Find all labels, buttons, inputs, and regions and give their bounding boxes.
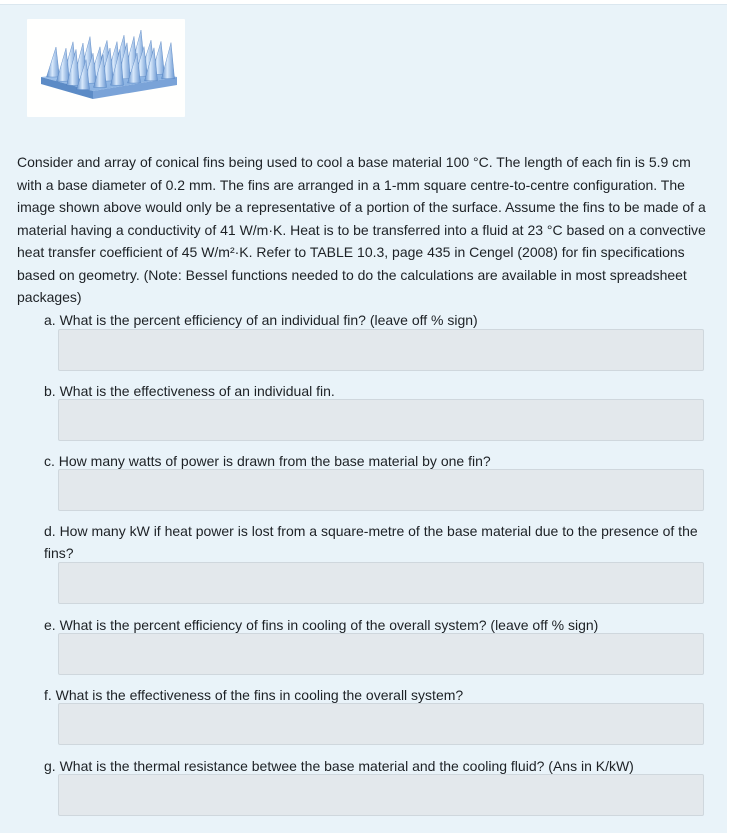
part-d-label: d. How many kW if heat power is lost from a square-metre of the base material due to the presence of the fins? xyxy=(44,523,698,561)
part-d-answer-input[interactable] xyxy=(58,562,704,604)
conical-fin xyxy=(57,48,70,81)
conical-fin xyxy=(162,43,175,79)
fin-array-illustration xyxy=(27,19,185,117)
part-c-answer-input[interactable] xyxy=(58,469,704,511)
part-f-answer-input[interactable] xyxy=(58,703,704,745)
part-f-label: f. What is the effectiveness of the fins in cooling the overall system? xyxy=(44,687,464,703)
question-panel xyxy=(0,4,727,833)
part-e-label: e. What is the percent efficiency of fins in cooling of the overall system? (leave off % sign) xyxy=(44,617,599,633)
part-e-answer-input[interactable] xyxy=(58,633,704,675)
question-intro: Consider and array of conical fins being used to cool a base material 100 °C. The length of each fin is 5.9 cm with a base diameter of 0.2 mm. The fins are arranged in a 1-mm square centre-to-centre configuration. The image shown above would only be a representative of a portion of the surface. Assume the fins to be made of a material having a conductivity of 41 W/m·K. Heat is to be transferred into a fluid at 23 °C based on a convective heat transfer coefficient of 45 W/m²·K. Refer to TABLE 10.3, page 435 in Cengel (2008) for fin specifications based on geometry. (Note: Bessel functions needed to do the calculations are available in most spreadsheet packages) xyxy=(17,154,706,305)
conical-fin-array-image xyxy=(27,19,185,117)
part-g-label: g. What is the thermal resistance betwee the base material and the cooling fluid? (Ans in K/kW) xyxy=(44,758,634,774)
part-b-answer-input[interactable] xyxy=(58,399,704,441)
part-b-label: b. What is the effectiveness of an individual fin. xyxy=(44,383,335,399)
part-c-label: c. How many watts of power is drawn from the base material by one fin? xyxy=(44,453,491,469)
part-a-answer-input[interactable] xyxy=(58,329,704,371)
part-a-label: a. What is the percent efficiency of an individual fin? (leave off % sign) xyxy=(44,312,478,328)
part-g-answer-input[interactable] xyxy=(58,774,704,816)
conical-fin xyxy=(47,47,60,77)
